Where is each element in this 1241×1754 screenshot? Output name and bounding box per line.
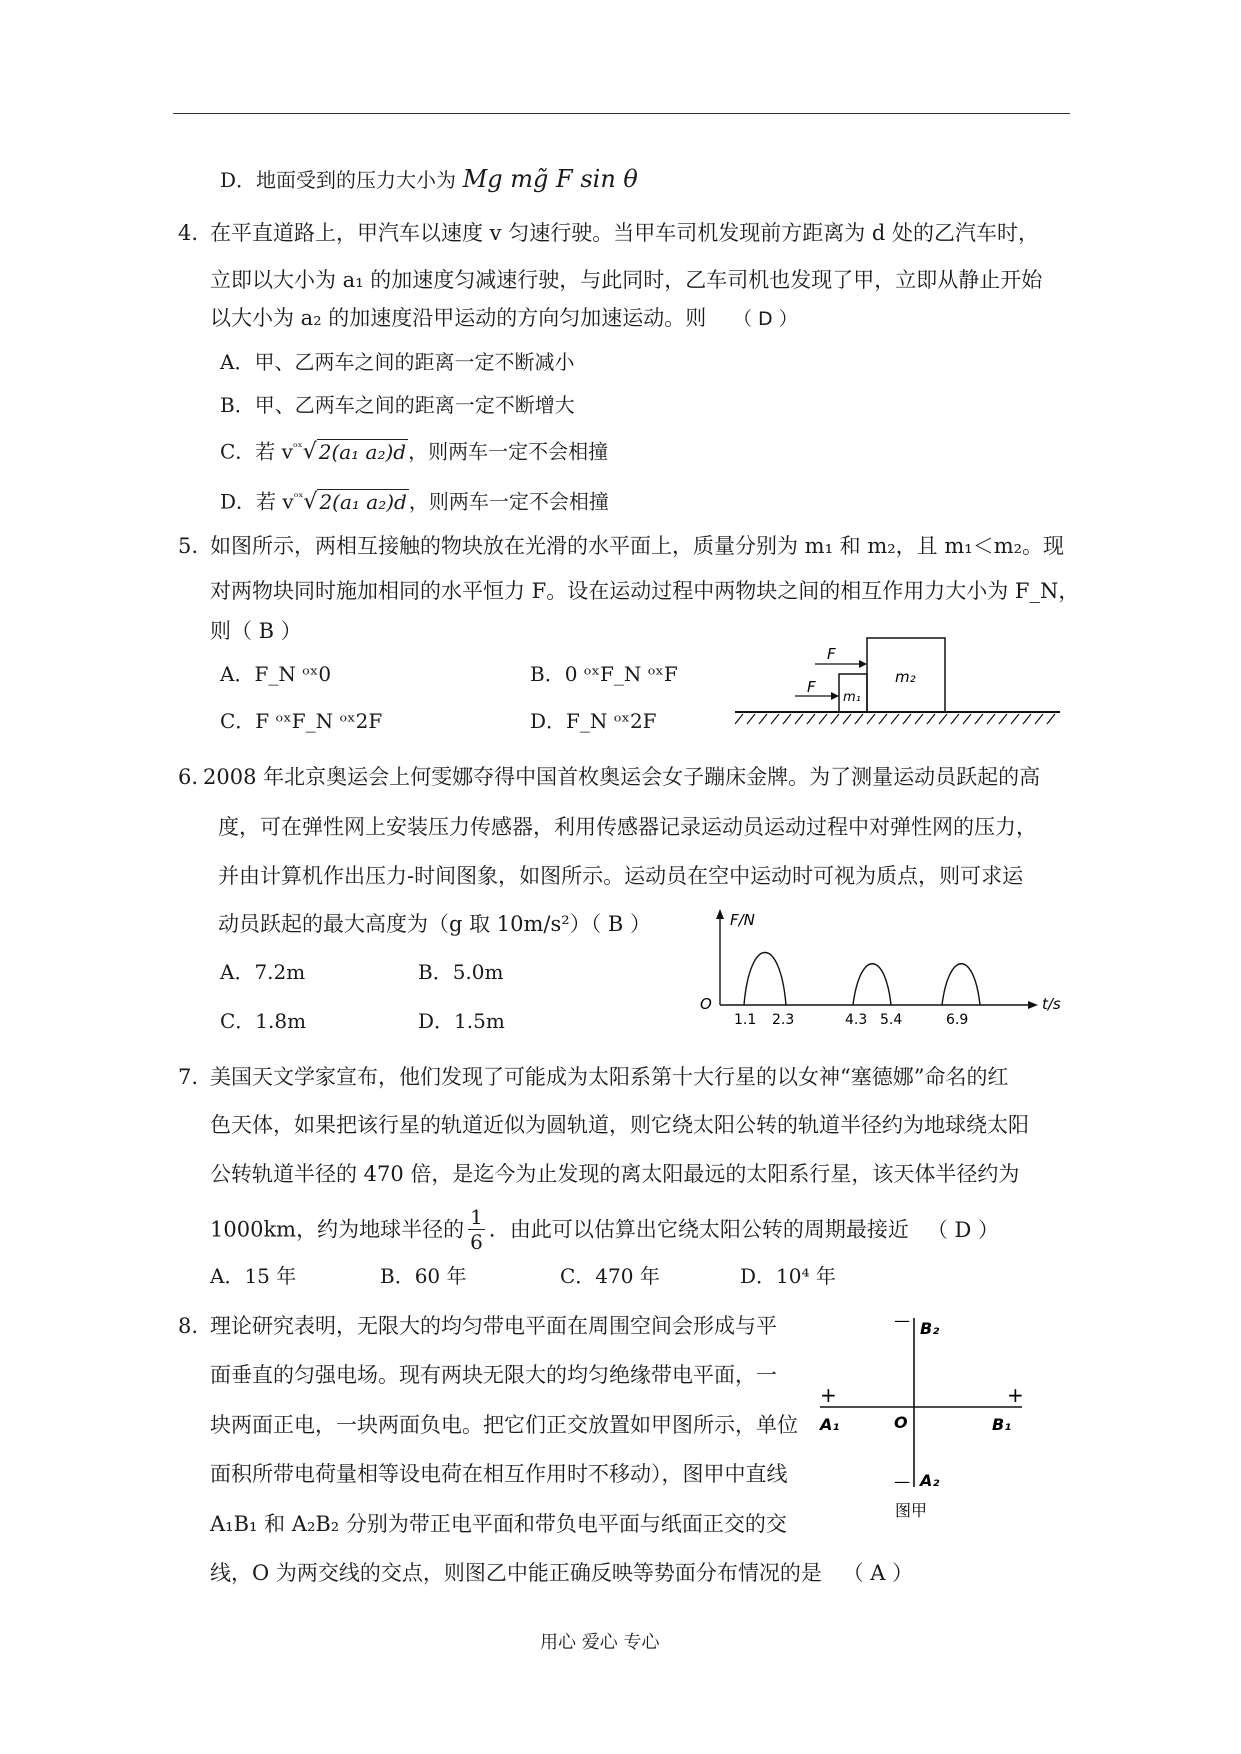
q5-option-d: D．F_N ᵒˣ2F	[530, 709, 657, 733]
label-o: O	[894, 1413, 908, 1432]
label-a1: A₁	[820, 1415, 840, 1434]
q4-line3-text: 以大小为 a₂ 的加速度沿甲运动的方向匀加速运动。则	[210, 306, 707, 330]
q7-line1: 美国天文学家宣布，他们发现了可能成为太阳系第十大行星的以女神“塞德娜”命名的红	[210, 1065, 1009, 1089]
q8-line2: 面垂直的匀强电场。现有两块无限大的均匀绝缘带电平面，一	[210, 1363, 777, 1387]
graph-ylabel: F/N	[730, 911, 755, 929]
q7-option-c: C．470 年	[560, 1264, 660, 1288]
q7-option-d: D．10⁴ 年	[740, 1264, 836, 1288]
q7-frac-num: 1	[470, 1205, 483, 1229]
force-pulse-1	[744, 953, 786, 1006]
graph-origin: O	[700, 995, 712, 1013]
q4-optc-suffix: ，则两车一定不会相撞	[408, 439, 609, 464]
tick-label: 4.3	[845, 1012, 868, 1025]
q7-option-b: B．60 年	[380, 1264, 467, 1288]
q7-frac-den: 6	[470, 1230, 483, 1254]
q6-option-a: A．7.2m	[220, 960, 306, 984]
q6-option-b: B．5.0m	[418, 960, 504, 984]
label-b2: B₂	[920, 1319, 940, 1338]
q4-optd-symbol: ᵒˣ	[293, 490, 304, 504]
force-label-bottom: F	[807, 678, 816, 696]
q5-option-c: C．F ᵒˣF_N ᵒˣ2F	[220, 709, 383, 733]
q4-optd-prefix: D．若 v	[220, 489, 294, 514]
q7-line4	[210, 1205, 999, 1255]
q6-option-d: D．1.5m	[418, 1009, 505, 1033]
q4-line1: 在平直道路上，甲汽车以速度 v 匀速行驶。当甲车司机发现前方距离为 d 处的乙汽车时，	[210, 221, 1040, 245]
header-rule	[173, 113, 1070, 114]
q3-option-d	[220, 164, 638, 195]
q7-line4-suffix: ．由此可以估算出它绕太阳公转的周期最接近	[488, 1217, 909, 1242]
plus-right: +	[1007, 1383, 1024, 1407]
q4-option-a: A．甲、乙两车之间的距离一定不断减小	[220, 350, 575, 374]
minus-bottom: —	[894, 1472, 910, 1491]
q3-optd-formula: Mg mg̃ F sin θ	[462, 165, 638, 193]
q8-number: 8.	[178, 1314, 199, 1338]
q7-line2: 色天体，如果把该行星的轨道近似为圆轨道，则它绕太阳公转的轨道半径约为地球绕太阳	[210, 1113, 1029, 1137]
q8-line1: 理论研究表明，无限大的均匀带电平面在周围空间会形成与平	[210, 1314, 777, 1338]
q5-blocks-figure	[735, 630, 1065, 730]
q4-optc-symbol: ᵒˣ	[292, 440, 303, 454]
tick-label: 5.4	[880, 1012, 903, 1025]
q8-line3: 块两面正电，一块两面负电。把它们正交放置如甲图所示，单位	[210, 1413, 798, 1437]
label-b1: B₁	[992, 1415, 1012, 1434]
q7-number: 7.	[178, 1065, 199, 1089]
q6-number: 6.	[178, 765, 199, 789]
q4-optd-formula: 2(a₁ a₂)d	[319, 489, 407, 514]
q8-line4: 面积所带电荷量相等设电荷在相互作用时不移动），图甲中直线	[210, 1462, 788, 1486]
q6-option-c: C．1.8m	[220, 1009, 307, 1033]
q4-optc-prefix: C．若 v	[220, 439, 293, 464]
q8-charged-planes-figure	[812, 1312, 1032, 1532]
q4-option-d: D．若 $v^{ᵒˣ}√$ 2(a₁ a₂)d ，则两车一定不会相撞	[220, 489, 609, 515]
block-m1-label: m₁	[843, 690, 861, 705]
force-pulse-2	[853, 964, 891, 1005]
block-m2-label: m₂	[895, 668, 916, 686]
q4-optd-suffix: ，则两车一定不会相撞	[408, 489, 609, 514]
figure-caption: 图甲	[895, 1501, 928, 1520]
q5-line3: 则（ B ）	[210, 619, 302, 643]
plus-left: +	[820, 1383, 837, 1407]
tick-label: 6.9	[946, 1012, 969, 1025]
q6-line4: 动员跃起的最大高度为（g 取 10m/s²）（ B ）	[218, 912, 651, 936]
q4-optc-formula: 2(a₁ a₂)d	[318, 439, 407, 464]
q4-answer: （ D ）	[732, 308, 798, 330]
tick-label: 2.3	[772, 1012, 795, 1025]
q8-line6	[210, 1558, 913, 1588]
q7-option-a: A．15 年	[210, 1264, 297, 1288]
graph-xlabel: t/s	[1042, 995, 1061, 1013]
q7-answer: （ D ）	[926, 1217, 1000, 1242]
q4-line2: 立即以大小为 a₁ 的加速度匀减速行驶，与此同时，乙车司机也发现了甲，立即从静止开始	[210, 268, 1043, 292]
q8-answer: （ A ）	[842, 1561, 914, 1585]
q7-line4-prefix: 1000km，约为地球半径的	[210, 1217, 465, 1242]
q8-line5: A₁B₁ 和 A₂B₂ 分别为带正电平面和带负电平面与纸面正交的交	[210, 1512, 787, 1536]
tick-label: 1.1	[734, 1012, 757, 1025]
q6-force-time-graph	[690, 905, 1070, 1025]
footer-text: 用心 爱心 专心	[540, 1632, 660, 1653]
q5-option-a: A．F_N ᵒˣ0	[220, 662, 332, 686]
q5-number: 5.	[178, 534, 199, 558]
q4-number: 4.	[178, 221, 199, 245]
q3-optd-text: D．地面受到的压力大小为	[220, 168, 457, 192]
label-a2: A₂	[920, 1471, 940, 1490]
q6-line1: 2008 年北京奥运会上何雯娜夺得中国首枚奥运会女子蹦床金牌。为了测量运动员跃起的高	[203, 765, 1041, 789]
q5-line2: 对两物块同时施加相同的水平恒力 F。设在运动过程中两物块之间的相互作用力大小为 F_N，	[210, 579, 1080, 603]
q7-line3: 公转轨道半径的 470 倍，是迄今为止发现的离太阳最远的太阳系行星，该天体半径约为	[210, 1162, 1020, 1186]
q6-line2: 度，可在弹性网上安装压力传感器，利用传感器记录运动员运动过程中对弹性网的压力，	[218, 815, 1037, 839]
q6-line3: 并由计算机作出压力-时间图象，如图所示。运动员在空中运动时可视为质点，则可求运	[218, 864, 1024, 888]
q4-line3	[210, 303, 798, 334]
force-pulse-3	[942, 964, 980, 1005]
q4-option-b: B．甲、乙两车之间的距离一定不断增大	[220, 393, 575, 417]
q8-line6-text: 线，O 为两交线的交点，则图乙中能正确反映等势面分布情况的是	[210, 1561, 822, 1585]
force-label-top: F	[827, 645, 836, 663]
q5-line1: 如图所示，两相互接触的物块放在光滑的水平面上，质量分别为 m₁ 和 m₂，且 m₁＜m₂。现	[210, 534, 1065, 558]
q4-option-c: C．若 $v^{ᵒˣ}√$ 2(a₁ a₂)d ，则两车一定不会相撞	[220, 439, 609, 465]
q5-option-b: B．0 ᵒˣF_N ᵒˣF	[530, 662, 678, 686]
minus-top: —	[894, 1312, 910, 1330]
q7-fraction	[468, 1205, 485, 1254]
